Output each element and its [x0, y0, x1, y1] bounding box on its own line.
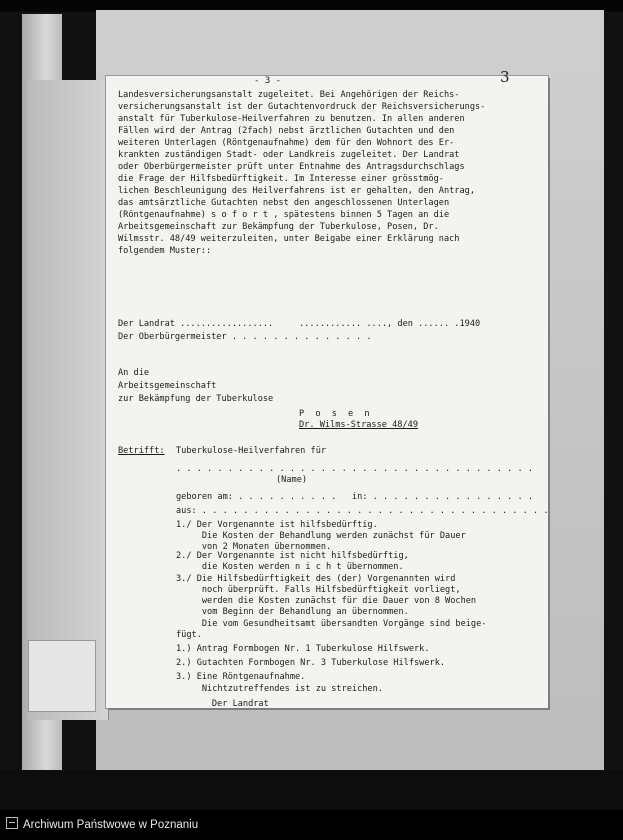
archive-footer — [0, 810, 623, 840]
attachment-line: 1.) Antrag Formbogen Nr. 1 Tuberkulose Hilfswerk. — [176, 644, 430, 654]
betrifft-label: Betrifft: — [118, 446, 165, 456]
body-line: die Frage der Hilfsbedürftigkeit. Im Interesse einer grösstmög- — [118, 174, 444, 184]
betrifft-text: Tuberkulose-Heilverfahren für — [176, 446, 327, 456]
body-line: krankten zuständigen Stadt- oder Landkreis zugeleitet. Der Landrat — [118, 150, 460, 160]
page-marker: - 3 - — [254, 76, 282, 86]
body-line: anstalt für Tuberkulose-Heilverfahren zu benutzen. In allen anderen — [118, 114, 465, 124]
attachment-line: 3.) Eine Röntgenaufnahme. — [176, 672, 306, 682]
body-line: versicherungsanstalt ist der Gutachtenvordruck der Reichsversicherungs- — [118, 102, 486, 112]
archive-name: Archiwum Państwowe w Poznaniu — [23, 819, 199, 831]
aus-line: aus: . . . . . . . . . . . . . . . . . . . . . . . . . . . . . . . . . . — [176, 506, 549, 516]
option-2-line: die Kosten werden n i c h t übernommen. — [176, 562, 404, 572]
body-line: weiteren Unterlagen (Röntgenaufnahme) dem für den Wohnort des Er- — [118, 138, 455, 148]
oberbuergermeister-line: Der Oberbürgermeister . . . . . . . . . . . . . . — [118, 332, 372, 342]
geboren-line: geboren am: . . . . . . . . . . in: . . . . . . . . . . . . . . . . — [176, 492, 533, 502]
address-arbeitsgemeinschaft: Arbeitsgemeinschaft — [118, 381, 217, 391]
landrat-line: Der Landrat .................. ............ ...., den ...... .1940 — [118, 319, 481, 329]
address-city: P o s e n — [299, 409, 373, 419]
strike-note: Nichtzutreffendes ist zu streichen. — [176, 684, 383, 694]
body-line: das amtsärztliche Gutachten nebst den angeschlossenen Unterlagen — [118, 198, 450, 208]
signature-line: Der Landrat — [186, 699, 269, 709]
body-line: folgendem Muster:: — [118, 246, 212, 256]
folder-edge — [28, 80, 109, 720]
name-dotted-line: . . . . . . . . . . . . . . . . . . . . . . . . . . . . . . . . . . . — [176, 464, 533, 474]
body-line: Arbeitsgemeinschaft zur Bekämpfung der Tuberkulose, Posen, Dr. — [118, 222, 439, 232]
option-3-line: vom Beginn der Behandlung an übernommen. — [176, 607, 409, 617]
document-sheet — [106, 68, 549, 709]
option-2-line: 2./ Der Vorgenannte ist nicht hilfsbedürftig, — [176, 551, 409, 561]
folder-tab — [28, 640, 96, 712]
body-line: Fällen wird der Antrag (2fach) nebst ärztlichen Gutachten und den — [118, 126, 455, 136]
body-line: (Röntgenaufnahme) s o f o r t , spätestens binnen 5 Tagen an die — [118, 210, 450, 220]
address-an-die: An die — [118, 368, 150, 378]
attachment-line: 2.) Gutachten Formbogen Nr. 3 Tuberkulose Hilfswerk. — [176, 658, 446, 668]
body-line: lichen Beschleunigung des Heilverfahrens ist er gehalten, den Antrag, — [118, 186, 475, 196]
gesundheitsamt-line: Die vom Gesundheitsamt übersandten Vorgänge sind beige- — [176, 619, 487, 629]
gesundheitsamt-line: fügt. — [176, 630, 202, 640]
address-street: Dr. Wilms-Strasse 48/49 — [299, 420, 418, 430]
option-3-line: noch überprüft. Falls Hilfsbedürftigkeit vorliegt, — [176, 585, 461, 595]
film-edge-bottom — [0, 770, 623, 810]
name-hint: (Name) — [276, 475, 308, 485]
body-line: Wilmsstr. 48/49 weiterzuleiten, unter Beigabe einer Erklärung nach — [118, 234, 460, 244]
option-1-line: von 2 Monaten übernommen. — [176, 542, 332, 552]
address-bekaempfung: zur Bekämpfung der Tuberkulose — [118, 394, 274, 404]
option-1-line: 1./ Der Vorgenannte ist hilfsbedürftig. — [176, 520, 378, 530]
handwritten-page-number: 3 — [500, 68, 510, 86]
archive-icon — [6, 817, 18, 829]
body-line: Landesversicherungsanstalt zugeleitet. Bei Angehörigen der Reichs- — [118, 90, 460, 100]
option-3-line: werden die Kosten zunächst für die Dauer von 8 Wochen — [176, 596, 477, 606]
option-1-line: Die Kosten der Behandlung werden zunächst für Dauer — [176, 531, 466, 541]
option-3-line: 3./ Die Hilfsbedürftigkeit des (der) Vorgenannten wird — [176, 574, 456, 584]
body-line: oder Oberbürgermeister prüft unter Entnahme des Antragsdurchschlags — [118, 162, 465, 172]
